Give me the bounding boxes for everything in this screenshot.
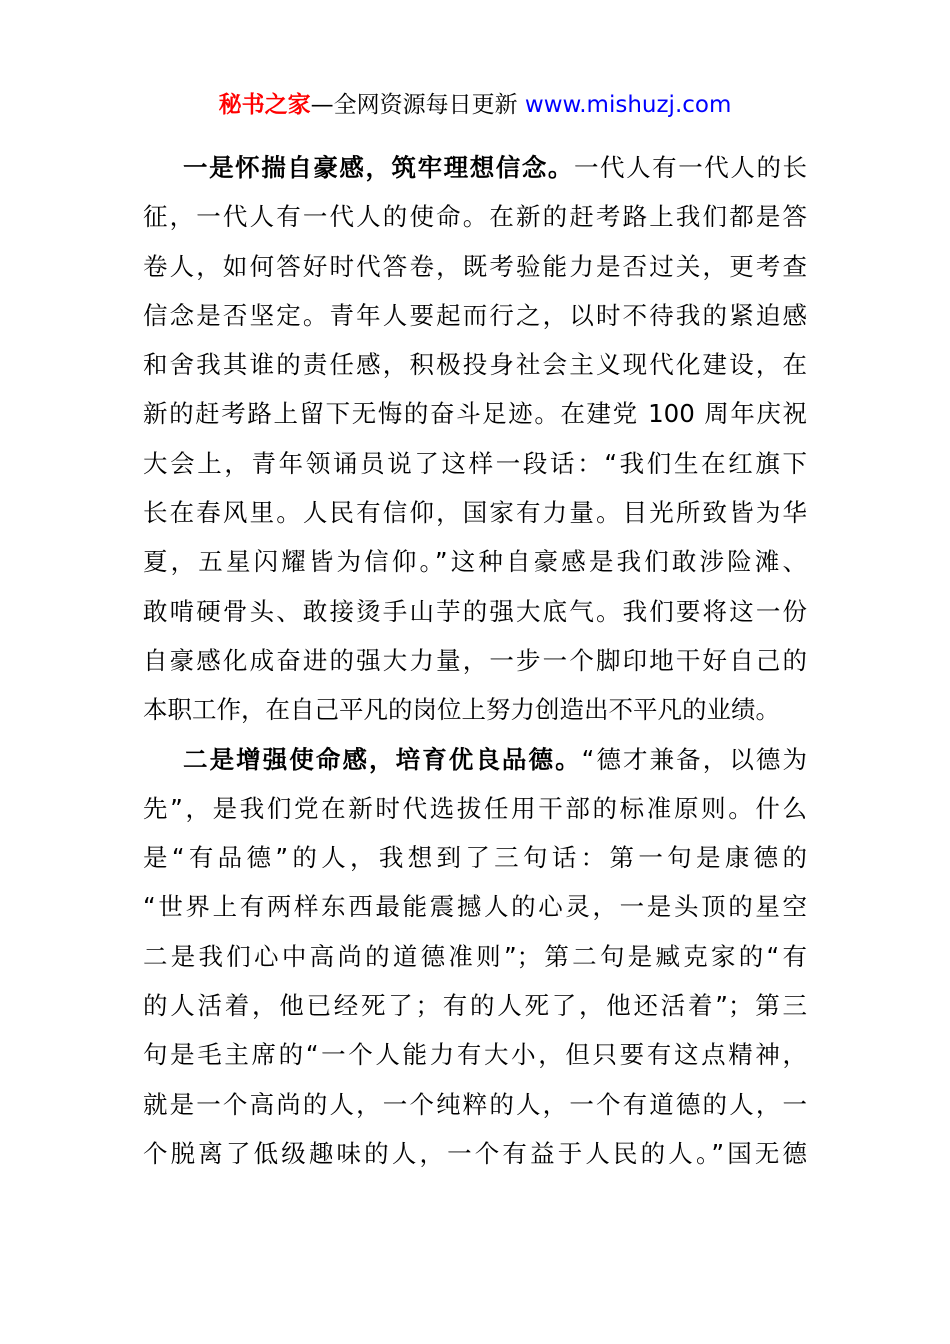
paragraph-text: 一代人有一代人的长 xyxy=(573,153,807,182)
document-body xyxy=(143,143,807,1178)
page-header xyxy=(0,88,950,122)
paragraph-line: 大会上，青年领诵员说了这样一段话：“我们生在红旗下 xyxy=(143,448,807,478)
paragraph-text: “德才兼备，以德为 xyxy=(581,744,807,774)
paragraph-line xyxy=(143,735,807,784)
paragraph-line: 二是我们心中高尚的道德准则”；第二句是臧克家的“有 xyxy=(143,941,807,971)
paragraph-line: 信念是否坚定。青年人要起而行之，以时不待我的紧迫感 xyxy=(143,300,807,330)
paragraph-line: 的人活着，他已经死了；有的人死了，他还活着”；第三 xyxy=(143,991,807,1021)
header-tagline: —全网资源每日更新 xyxy=(310,92,525,118)
paragraph-line: 先”，是我们党在新时代选拔任用干部的标准原则。什么 xyxy=(143,793,807,823)
paragraph-line: 本职工作，在自己平凡的岗位上努力创造出不平凡的业绩。 xyxy=(143,695,780,725)
paragraph-line: “世界上有两样东西最能震撼人的心灵，一是头顶的星空 xyxy=(143,892,807,922)
paragraph-line: 就是一个高尚的人，一个纯粹的人，一个有道德的人，一 xyxy=(143,1089,807,1119)
paragraph-lead: 二是增强使命感，培育优良品德。 xyxy=(183,744,582,774)
paragraph-line: 新的赶考路上留下无悔的奋斗足迹。在建党 100 周年庆祝 xyxy=(143,399,807,429)
paragraph-line xyxy=(143,143,807,192)
paragraph-line: 夏，五星闪耀皆为信仰。”这种自豪感是我们敢涉险滩、 xyxy=(143,547,807,577)
paragraph-line: 是“有品德”的人，我想到了三句话：第一句是康德的 xyxy=(143,843,807,873)
paragraph-line: 和舍我其谁的责任感，积极投身社会主义现代化建设，在 xyxy=(143,350,807,380)
paragraph-line: 句是毛主席的“一个人能力有大小，但只要有这点精神， xyxy=(143,1040,807,1070)
site-url-link[interactable]: www.mishuzj.com xyxy=(524,92,732,118)
paragraph-line: 敢啃硬骨头、敢接烫手山芋的强大底气。我们要将这一份 xyxy=(143,596,807,626)
paragraph-lead: 一是怀揣自豪感，筑牢理想信念。 xyxy=(183,153,574,182)
paragraph-line: 卷人，如何答好时代答卷，既考验能力是否过关，更考查 xyxy=(143,251,807,281)
paragraph-line: 征，一代人有一代人的使命。在新的赶考路上我们都是答 xyxy=(143,202,807,232)
paragraph-line: 长在春风里。人民有信仰，国家有力量。目光所致皆为华 xyxy=(143,498,807,528)
paragraph-line: 自豪感化成奋进的强大力量，一步一个脚印地干好自己的 xyxy=(143,645,807,675)
paragraph-line: 个脱离了低级趣味的人，一个有益于人民的人。”国无德 xyxy=(143,1138,807,1168)
brand-name: 秘书之家 xyxy=(218,92,311,118)
